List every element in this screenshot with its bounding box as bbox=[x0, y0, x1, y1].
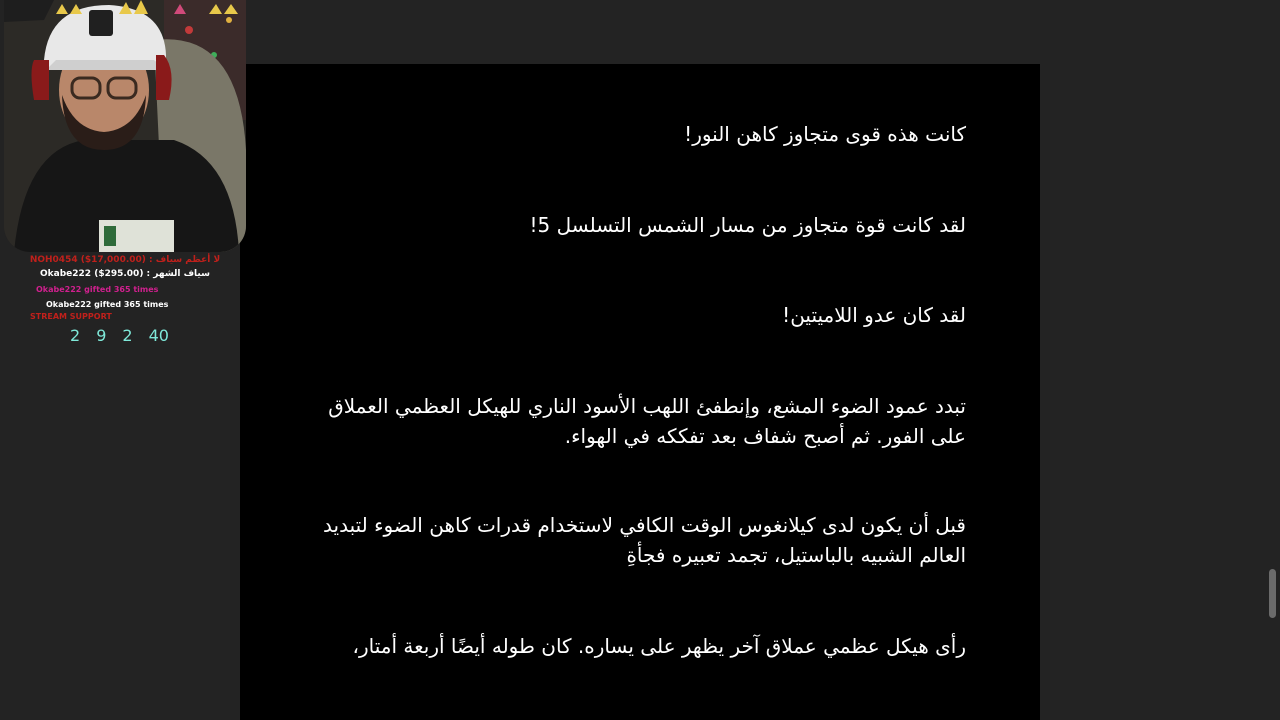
stream-counters bbox=[70, 326, 169, 345]
webcam-overlay bbox=[4, 0, 246, 252]
top-donor-label: NOH0454 ($17,000.00) : لا أعظم سياف bbox=[29, 255, 221, 265]
counter-1: 2 bbox=[70, 326, 81, 345]
counter-3: 2 bbox=[122, 326, 133, 345]
month-donor-label: Okabe222 ($295.00) : سياف الشهر bbox=[40, 269, 210, 279]
scrollbar-thumb[interactable] bbox=[1269, 569, 1276, 618]
paragraph-3: لقد كان عدو اللاميتين! bbox=[782, 303, 966, 327]
paragraph-6: رأى هيكل عظمي عملاق آخر يظهر على يساره. كان طوله أيضًا أربعة أمتار، bbox=[352, 634, 966, 658]
gift-label: Okabe222 gifted 365 times bbox=[46, 300, 169, 309]
streamer-image bbox=[4, 0, 246, 252]
vertical-scrollbar[interactable] bbox=[1266, 0, 1280, 720]
paragraph-4: تبدد عمود الضوء المشع، وإنطفئ اللهب الأسود الناري للهيكل العظمي العملاق على الفور. ثم أصبح شفاف بعد تفككه في الهواء. bbox=[328, 394, 966, 448]
counter-4: 40 bbox=[148, 326, 169, 345]
paragraph-5: قبل أن يكون لدى كيلانغوس الوقت الكافي لاستخدام قدرات كاهن الضوء لتبديد العالم الشبيه بالباستيل، تجمد تعبيره فجأةِ bbox=[323, 513, 966, 567]
recent-follow-label: STREAM SUPPORT bbox=[30, 312, 112, 321]
paragraph-1: كانت هذه قوى متجاوز كاهن النور! bbox=[684, 122, 966, 146]
recent-sub-label: Okabe222 gifted 365 times bbox=[36, 285, 159, 294]
paragraph-2: لقد كانت قوة متجاوز من مسار الشمس التسلسل 5! bbox=[529, 213, 966, 237]
reader-page bbox=[240, 64, 1040, 720]
counter-2: 9 bbox=[96, 326, 107, 345]
